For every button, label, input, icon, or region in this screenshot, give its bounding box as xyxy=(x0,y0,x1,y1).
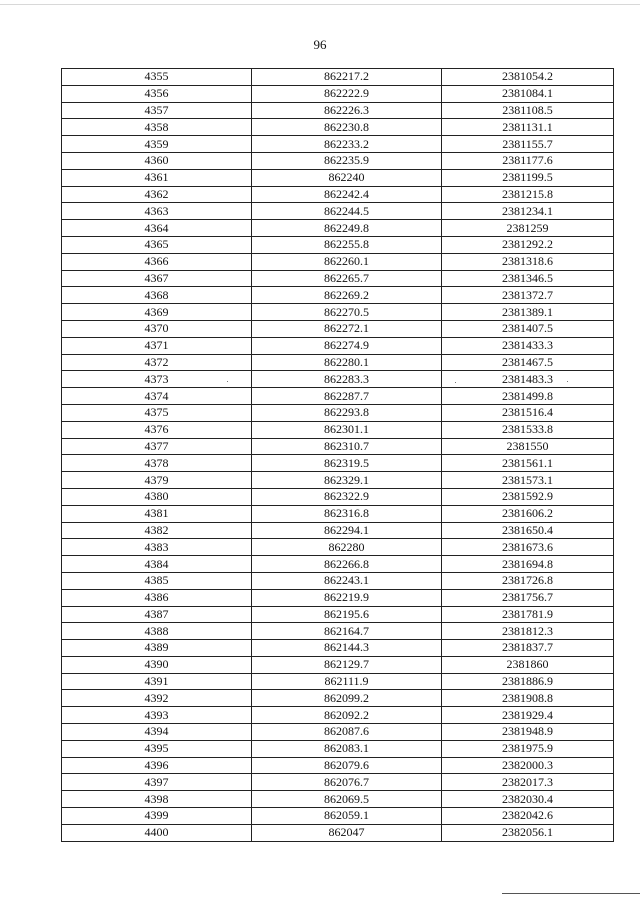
point-number-cell: 4356 xyxy=(62,85,252,102)
y-coordinate-cell: 2381726.8 xyxy=(442,572,614,589)
y-coordinate-cell: 2381561.1 xyxy=(442,455,614,472)
point-number-cell: 4387 xyxy=(62,606,252,623)
x-coordinate-cell: 862255.8 xyxy=(252,236,442,253)
point-number-cell: 4368 xyxy=(62,287,252,304)
x-coordinate-cell: 862230.8 xyxy=(252,119,442,136)
table-row xyxy=(62,505,614,522)
table-row xyxy=(62,455,614,472)
table-row xyxy=(62,740,614,757)
x-coordinate-cell: 862272.1 xyxy=(252,320,442,337)
scan-edge-line xyxy=(0,4,640,5)
x-coordinate-cell: 862274.9 xyxy=(252,337,442,354)
x-coordinate-cell: 862087.6 xyxy=(252,724,442,741)
table-row xyxy=(62,69,614,86)
x-coordinate-cell: 862287.7 xyxy=(252,388,442,405)
point-number-cell: 4400 xyxy=(62,824,252,841)
point-number-cell: 4391 xyxy=(62,673,252,690)
x-coordinate-cell: 862243.1 xyxy=(252,572,442,589)
table-row xyxy=(62,203,614,220)
point-number-cell: 4358 xyxy=(62,119,252,136)
point-number-cell: 4372 xyxy=(62,354,252,371)
point-number-cell: 4363 xyxy=(62,203,252,220)
y-coordinate-cell: 2382030.4 xyxy=(442,791,614,808)
y-coordinate-cell: 2381837.7 xyxy=(442,640,614,657)
table-row xyxy=(62,270,614,287)
point-number-cell: 4388 xyxy=(62,623,252,640)
x-coordinate-cell: 862310.7 xyxy=(252,438,442,455)
x-coordinate-cell: 862244.5 xyxy=(252,203,442,220)
point-number-cell: 4384 xyxy=(62,556,252,573)
y-coordinate-cell: 2381177.6 xyxy=(442,152,614,169)
x-coordinate-cell: 862266.8 xyxy=(252,556,442,573)
point-number-cell: 4355 xyxy=(62,69,252,86)
point-number-cell: 4364 xyxy=(62,220,252,237)
y-coordinate-cell: 2381573.1 xyxy=(442,472,614,489)
table-row xyxy=(62,757,614,774)
y-coordinate-cell: 2381606.2 xyxy=(442,505,614,522)
point-number-cell: 4382 xyxy=(62,522,252,539)
table-row xyxy=(62,169,614,186)
x-coordinate-cell: 862235.9 xyxy=(252,152,442,169)
x-coordinate-cell: 862242.4 xyxy=(252,186,442,203)
x-coordinate-cell: 862283.3 xyxy=(252,371,442,388)
table-row xyxy=(62,472,614,489)
table-row xyxy=(62,236,614,253)
y-coordinate-cell: 2381975.9 xyxy=(442,740,614,757)
point-number-cell: 4370 xyxy=(62,320,252,337)
y-coordinate-cell: 2381533.8 xyxy=(442,421,614,438)
y-coordinate-cell: 2381433.3 xyxy=(442,337,614,354)
point-number-cell: 4385 xyxy=(62,572,252,589)
x-coordinate-cell: 862319.5 xyxy=(252,455,442,472)
table-row xyxy=(62,791,614,808)
table-row xyxy=(62,724,614,741)
x-coordinate-cell: 862316.8 xyxy=(252,505,442,522)
x-coordinate-cell: 862219.9 xyxy=(252,589,442,606)
point-number-cell: 4366 xyxy=(62,253,252,270)
point-number-cell: 4397 xyxy=(62,774,252,791)
x-coordinate-cell: 862099.2 xyxy=(252,690,442,707)
x-coordinate-cell: 862059.1 xyxy=(252,808,442,825)
y-coordinate-cell: 2381108.5 xyxy=(442,102,614,119)
point-number-cell: 4371 xyxy=(62,337,252,354)
scan-edge-line xyxy=(502,893,640,894)
point-number-cell: 4383 xyxy=(62,539,252,556)
y-coordinate-cell: 2381234.1 xyxy=(442,203,614,220)
table-row xyxy=(62,539,614,556)
x-coordinate-cell: 862260.1 xyxy=(252,253,442,270)
table-row xyxy=(62,640,614,657)
y-coordinate-cell: 2381131.1 xyxy=(442,119,614,136)
coordinates-table xyxy=(61,68,614,842)
coordinates-table-body xyxy=(62,69,614,842)
x-coordinate-cell: 862280.1 xyxy=(252,354,442,371)
point-number-cell: 4357 xyxy=(62,102,252,119)
table-row xyxy=(62,656,614,673)
table-row xyxy=(62,421,614,438)
x-coordinate-cell: 862249.8 xyxy=(252,220,442,237)
x-coordinate-cell: 862222.9 xyxy=(252,85,442,102)
point-number-cell: 4374 xyxy=(62,388,252,405)
point-number-cell: 4376 xyxy=(62,421,252,438)
x-coordinate-cell: 862233.2 xyxy=(252,136,442,153)
x-coordinate-cell: 862301.1 xyxy=(252,421,442,438)
y-coordinate-cell: 2381499.8 xyxy=(442,388,614,405)
table-row xyxy=(62,623,614,640)
y-coordinate-cell: 2381259 xyxy=(442,220,614,237)
x-coordinate-cell: 862322.9 xyxy=(252,488,442,505)
x-coordinate-cell: 862265.7 xyxy=(252,270,442,287)
table-row xyxy=(62,707,614,724)
point-number-cell: 4396 xyxy=(62,757,252,774)
table-row xyxy=(62,220,614,237)
y-coordinate-cell: 2381860 xyxy=(442,656,614,673)
point-number-cell: 4373 xyxy=(62,371,252,388)
table-row xyxy=(62,606,614,623)
point-number-cell: 4367 xyxy=(62,270,252,287)
table-row xyxy=(62,556,614,573)
point-number-cell: 4362 xyxy=(62,186,252,203)
table-row xyxy=(62,136,614,153)
table-row xyxy=(62,253,614,270)
table-row xyxy=(62,673,614,690)
y-coordinate-cell: 2381694.8 xyxy=(442,556,614,573)
x-coordinate-cell: 862240 xyxy=(252,169,442,186)
y-coordinate-cell: 2381781.9 xyxy=(442,606,614,623)
y-coordinate-cell: 2381812.3 xyxy=(442,623,614,640)
y-coordinate-cell: 2381550 xyxy=(442,438,614,455)
y-coordinate-cell: 2381372.7 xyxy=(442,287,614,304)
point-number-cell: 4377 xyxy=(62,438,252,455)
x-coordinate-cell: 862069.5 xyxy=(252,791,442,808)
table-row xyxy=(62,808,614,825)
point-number-cell: 4392 xyxy=(62,690,252,707)
table-row xyxy=(62,404,614,421)
table-row xyxy=(62,152,614,169)
table-row xyxy=(62,85,614,102)
point-number-cell: 4360 xyxy=(62,152,252,169)
y-coordinate-cell: 2382056.1 xyxy=(442,824,614,841)
table-row xyxy=(62,589,614,606)
point-number-cell: 4395 xyxy=(62,740,252,757)
x-coordinate-cell: 862217.2 xyxy=(252,69,442,86)
point-number-cell: 4393 xyxy=(62,707,252,724)
y-coordinate-cell: 2381948.9 xyxy=(442,724,614,741)
x-coordinate-cell: 862293.8 xyxy=(252,404,442,421)
y-coordinate-cell: 2381929.4 xyxy=(442,707,614,724)
point-number-cell: 4361 xyxy=(62,169,252,186)
y-coordinate-cell: 2382042.6 xyxy=(442,808,614,825)
point-number-cell: 4390 xyxy=(62,656,252,673)
y-coordinate-cell: 2381199.5 xyxy=(442,169,614,186)
table-row xyxy=(62,371,614,388)
scan-speck xyxy=(227,381,228,382)
table-row xyxy=(62,522,614,539)
x-coordinate-cell: 862280 xyxy=(252,539,442,556)
table-row xyxy=(62,388,614,405)
table-row xyxy=(62,488,614,505)
table-row xyxy=(62,774,614,791)
x-coordinate-cell: 862270.5 xyxy=(252,304,442,321)
point-number-cell: 4399 xyxy=(62,808,252,825)
y-coordinate-cell: 2381908.8 xyxy=(442,690,614,707)
table-row xyxy=(62,119,614,136)
scan-speck xyxy=(455,382,456,383)
y-coordinate-cell: 2381318.6 xyxy=(442,253,614,270)
y-coordinate-cell: 2381084.1 xyxy=(442,85,614,102)
point-number-cell: 4389 xyxy=(62,640,252,657)
point-number-cell: 4375 xyxy=(62,404,252,421)
y-coordinate-cell: 2381155.7 xyxy=(442,136,614,153)
page-number: 96 xyxy=(313,37,327,52)
x-coordinate-cell: 862092.2 xyxy=(252,707,442,724)
y-coordinate-cell: 2381054.2 xyxy=(442,69,614,86)
y-coordinate-cell: 2381467.5 xyxy=(442,354,614,371)
table-row xyxy=(62,572,614,589)
x-coordinate-cell: 862329.1 xyxy=(252,472,442,489)
table-row xyxy=(62,320,614,337)
y-coordinate-cell: 2381215.8 xyxy=(442,186,614,203)
y-coordinate-cell: 2382017.3 xyxy=(442,774,614,791)
y-coordinate-cell: 2381756.7 xyxy=(442,589,614,606)
table-row xyxy=(62,354,614,371)
x-coordinate-cell: 862269.2 xyxy=(252,287,442,304)
y-coordinate-cell: 2381346.5 xyxy=(442,270,614,287)
x-coordinate-cell: 862076.7 xyxy=(252,774,442,791)
scan-speck xyxy=(567,381,568,382)
y-coordinate-cell: 2381516.4 xyxy=(442,404,614,421)
table-row xyxy=(62,304,614,321)
point-number-cell: 4381 xyxy=(62,505,252,522)
point-number-cell: 4386 xyxy=(62,589,252,606)
x-coordinate-cell: 862129.7 xyxy=(252,656,442,673)
point-number-cell: 4379 xyxy=(62,472,252,489)
y-coordinate-cell: 2381407.5 xyxy=(442,320,614,337)
x-coordinate-cell: 862079.6 xyxy=(252,757,442,774)
x-coordinate-cell: 862083.1 xyxy=(252,740,442,757)
table-row xyxy=(62,287,614,304)
x-coordinate-cell: 862195.6 xyxy=(252,606,442,623)
y-coordinate-cell: 2381886.9 xyxy=(442,673,614,690)
table-row xyxy=(62,438,614,455)
x-coordinate-cell: 862294.1 xyxy=(252,522,442,539)
point-number-cell: 4359 xyxy=(62,136,252,153)
y-coordinate-cell: 2381650.4 xyxy=(442,522,614,539)
x-coordinate-cell: 862047 xyxy=(252,824,442,841)
y-coordinate-cell: 2381483.3 xyxy=(442,371,614,388)
point-number-cell: 4380 xyxy=(62,488,252,505)
table-row xyxy=(62,337,614,354)
y-coordinate-cell: 2381292.2 xyxy=(442,236,614,253)
point-number-cell: 4365 xyxy=(62,236,252,253)
y-coordinate-cell: 2381673.6 xyxy=(442,539,614,556)
x-coordinate-cell: 862111.9 xyxy=(252,673,442,690)
point-number-cell: 4398 xyxy=(62,791,252,808)
y-coordinate-cell: 2381592.9 xyxy=(442,488,614,505)
point-number-cell: 4394 xyxy=(62,724,252,741)
table-row xyxy=(62,690,614,707)
table-row xyxy=(62,102,614,119)
x-coordinate-cell: 862144.3 xyxy=(252,640,442,657)
x-coordinate-cell: 862226.3 xyxy=(252,102,442,119)
point-number-cell: 4378 xyxy=(62,455,252,472)
point-number-cell: 4369 xyxy=(62,304,252,321)
table-row xyxy=(62,186,614,203)
y-coordinate-cell: 2382000.3 xyxy=(442,757,614,774)
y-coordinate-cell: 2381389.1 xyxy=(442,304,614,321)
x-coordinate-cell: 862164.7 xyxy=(252,623,442,640)
table-row xyxy=(62,824,614,841)
